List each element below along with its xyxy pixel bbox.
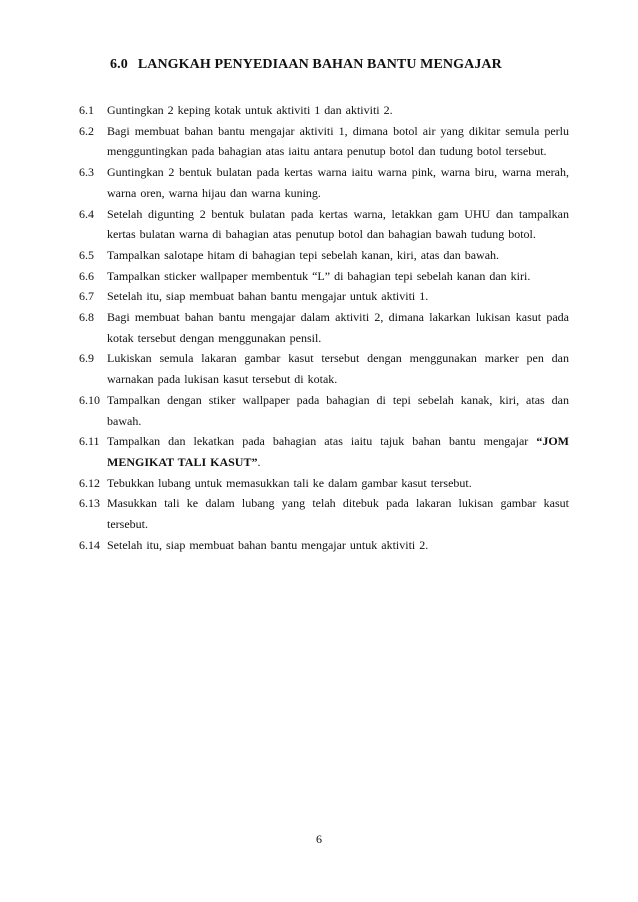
step-number: 6.1 bbox=[79, 103, 94, 117]
step-number: 6.14 bbox=[79, 537, 100, 552]
list-item-6-8 bbox=[79, 307, 569, 348]
step-text: Masukkan tali ke dalam lubang yang telah ditebuk pada lakaran lukisan gambar kasut tersebut. bbox=[107, 496, 569, 532]
step-text: Tampalkan dan lekatkan pada bahagian atas iaitu tajuk bahan bantu mengajar bbox=[107, 434, 537, 449]
step-number: 6.10 bbox=[79, 392, 100, 407]
list-item-6-6 bbox=[79, 266, 569, 287]
step-text: Setelah itu, siap membuat bahan bantu mengajar untuk aktiviti 1. bbox=[107, 289, 429, 304]
page-number: 6 bbox=[316, 832, 322, 846]
section-heading bbox=[110, 57, 502, 73]
list-item-6-1 bbox=[79, 100, 569, 121]
step-text: Guntingkan 2 keping kotak untuk aktiviti 1 dan aktiviti 2. bbox=[107, 103, 393, 117]
list-item-6-14 bbox=[79, 535, 569, 556]
step-number: 6.7 bbox=[79, 289, 94, 304]
list-item-6-2 bbox=[79, 121, 569, 162]
step-number: 6.6 bbox=[79, 268, 94, 283]
step-number: 6.9 bbox=[79, 351, 94, 366]
section-heading-title: LANGKAH PENYEDIAAN BAHAN BANTU MENGAJAR bbox=[137, 57, 502, 72]
list-item-6-11 bbox=[79, 431, 569, 472]
step-number: 6.5 bbox=[79, 247, 94, 262]
list-item-6-5 bbox=[79, 245, 569, 266]
step-number: 6.8 bbox=[79, 310, 94, 325]
step-text: Tampalkan dengan stiker wallpaper pada bahagian di tepi sebelah kanak, kiri, atas dan bawah. bbox=[107, 392, 569, 428]
step-text: Guntingkan 2 bentuk bulatan pada kertas warna iaitu warna pink, warna biru, warna merah, warna oren, warna hijau dan warna kuning. bbox=[107, 165, 569, 200]
step-number: 6.12 bbox=[79, 475, 100, 490]
step-text: Setelah digunting 2 bentuk bulatan pada kertas warna, letakkan gam UHU dan tampalkan kertas bulatan warna di bahagian atas penutup botol dan bahagian bawah tudung botol. bbox=[107, 206, 569, 242]
step-text: Tebukkan lubang untuk memasukkan tali ke dalam gambar kasut tersebut. bbox=[107, 475, 472, 490]
step-number: 6.2 bbox=[79, 123, 94, 138]
step-number: 6.11 bbox=[79, 434, 100, 449]
step-bold-title: “JOM MENGIKAT TALI KASUT” bbox=[107, 434, 569, 469]
list-item-6-13 bbox=[79, 493, 569, 534]
list-item-6-10 bbox=[79, 390, 569, 431]
list-item-6-12 bbox=[79, 473, 569, 494]
step-number: 6.4 bbox=[79, 206, 94, 221]
step-text: Setelah itu, siap membuat bahan bantu mengajar untuk aktiviti 2. bbox=[107, 537, 429, 552]
list-item-6-9 bbox=[79, 348, 569, 389]
step-number: 6.13 bbox=[79, 496, 100, 511]
step-text: Lukiskan semula lakaran gambar kasut tersebut dengan menggunakan marker pen dan warnakan pada lukisan kasut tersebut di kotak. bbox=[107, 351, 569, 387]
step-text: Tampalkan salotape hitam di bahagian tepi sebelah kanan, kiri, atas dan bawah. bbox=[107, 247, 500, 262]
step-text: Bagi membuat bahan bantu mengajar dalam aktiviti 2, dimana lakarkan lukisan kasut pada kotak tersebut dengan menggunakan pensil. bbox=[107, 310, 569, 345]
list-item-6-3 bbox=[79, 162, 569, 203]
steps-list bbox=[79, 100, 569, 555]
section-heading-number: 6.0 bbox=[110, 57, 128, 72]
step-text: Bagi membuat bahan bantu mengajar aktiviti 1, dimana botol air yang dikitar semula perlu mengguntingkan pada bahagian atas iaitu antara penutup botol dan tudung botol tersebut. bbox=[107, 123, 569, 159]
step-text: Tampalkan sticker wallpaper membentuk “L” di bahagian tepi sebelah kanan dan kiri. bbox=[107, 268, 531, 283]
step-text-rich bbox=[107, 431, 569, 472]
step-number: 6.3 bbox=[79, 165, 94, 180]
list-item-6-4 bbox=[79, 204, 569, 245]
step-text-after: . bbox=[257, 454, 261, 469]
list-item-6-7 bbox=[79, 286, 569, 307]
